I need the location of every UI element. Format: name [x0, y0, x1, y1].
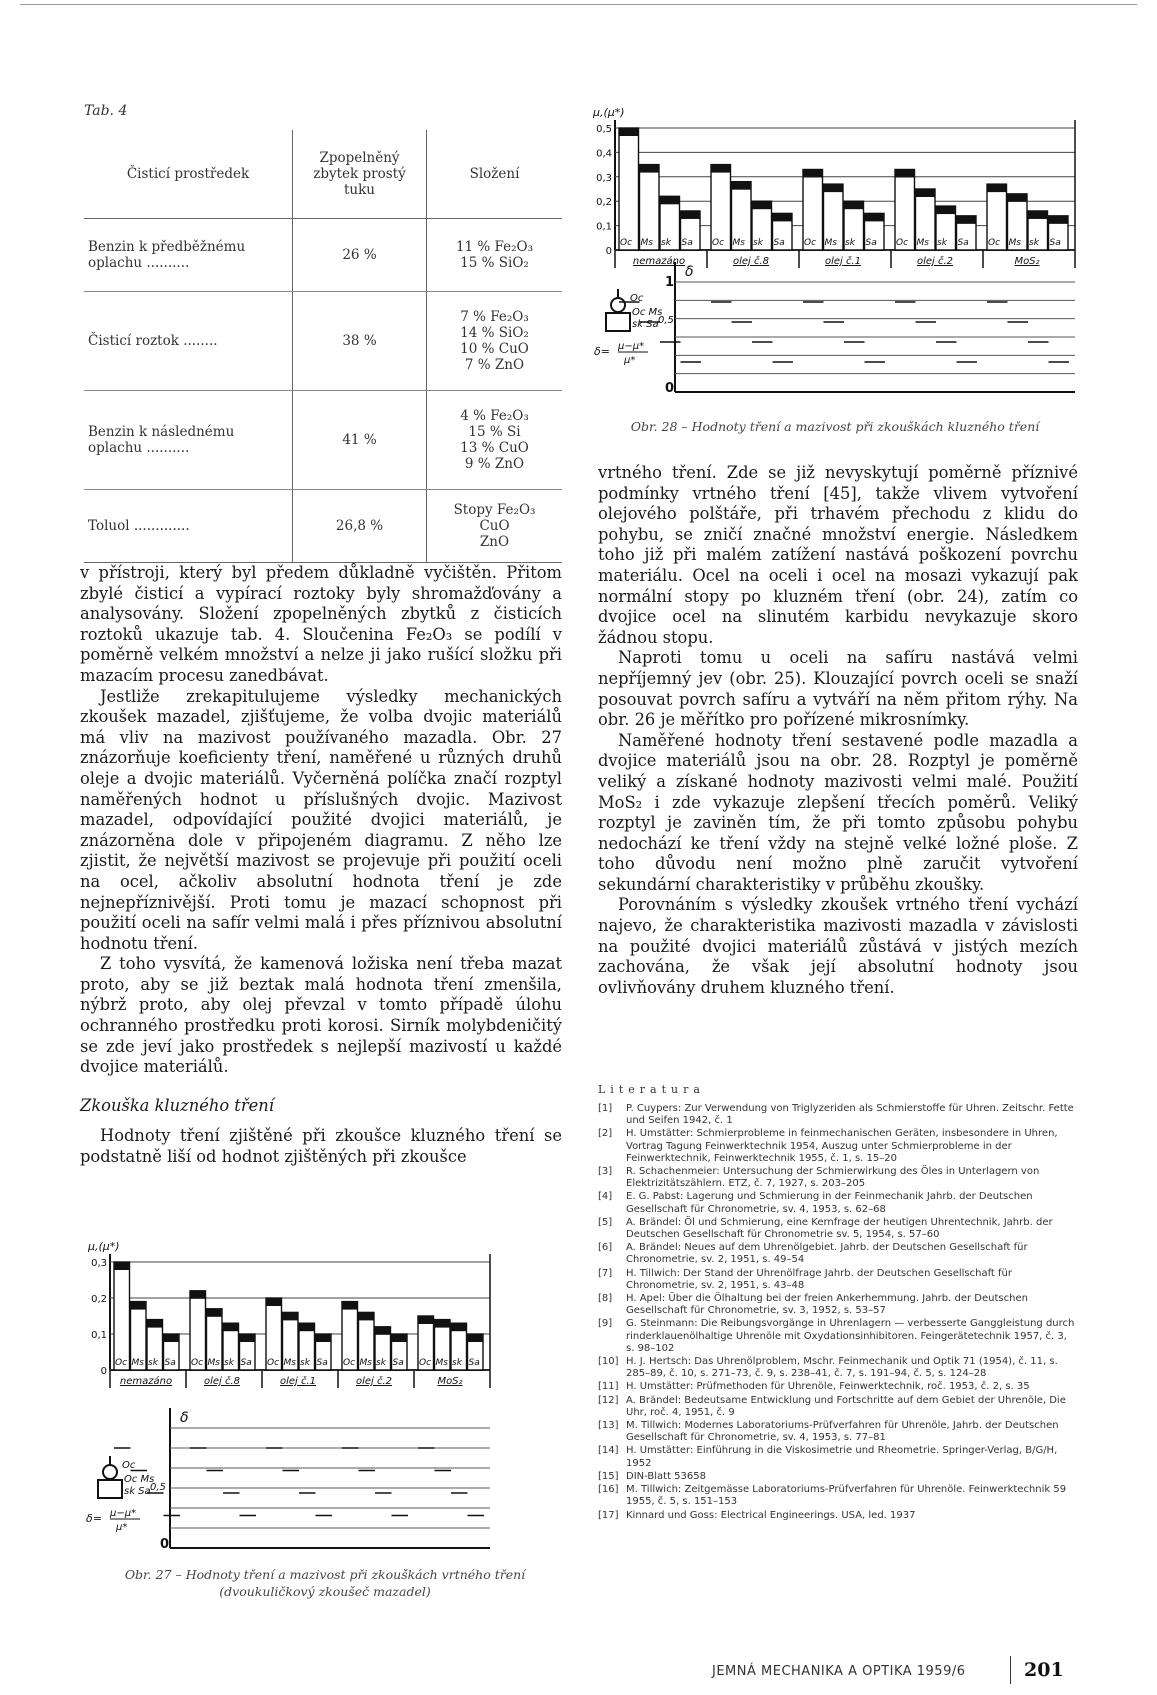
bar-scatter-band — [895, 169, 915, 177]
composition-line: 7 % Fe₂O₃ — [460, 309, 529, 325]
right-column — [598, 463, 1078, 998]
reference-item — [598, 1268, 1078, 1292]
bar-scatter-band — [773, 213, 793, 221]
legend-label: Oc — [630, 293, 644, 304]
reference-text: H. Apel: Über die Ölhaltung bei der freien Ankerhemmung. Jahrb. der Deutschen Gesellschaft für Chronometrie, sv. 3, 1952, s. 53–57 — [626, 1293, 1028, 1317]
section-title: Zkouška kluzného tření — [80, 1095, 274, 1115]
paragraph: v přístroji, který byl předem důkladně vyčištěn. Přitom zbylé čisticí a vypírací roztoky byly shromažďovány a analysovány. Složení zpopelněných zbytků z čisticích roztoků ukazuje tab. 4. Sloučenina Fe₂O₃ se podílí v poměrně velkém množství a nelze ji jako rušící složku při mazacím procesu zanedbávat. — [80, 563, 562, 685]
y-tick-label: 0 — [100, 1366, 107, 1377]
bar-scatter-band — [283, 1312, 299, 1320]
table-cell-composition — [427, 292, 563, 391]
reference-item — [598, 1381, 1078, 1393]
bar-scatter-band — [844, 201, 864, 209]
table-cell-agent: Čisticí roztok ........ — [84, 292, 293, 391]
group-label: olej č.1 — [279, 1376, 317, 1387]
reference-item — [598, 1420, 1078, 1444]
reference-item — [598, 1103, 1078, 1127]
group-label: olej č.2 — [916, 256, 954, 267]
bar-scatter-band — [147, 1320, 163, 1328]
reference-text: A. Brändel: Bedeutsame Entwicklung und Fortschritte auf dem Gebiet der Uhrenöle, Die Uhr, roč. 4, 1951, č. 9 — [626, 1394, 1066, 1418]
group-label: olej č.8 — [203, 1376, 241, 1387]
figure-28-chart — [590, 100, 1090, 405]
group-label: olej č.2 — [355, 1376, 393, 1387]
group-label: MoS₂ — [1014, 256, 1040, 267]
table-cell-agent: Toluol ............. — [84, 490, 293, 563]
pair-label: Oc — [712, 238, 725, 248]
reference-text: Kinnard und Goss: Electrical Engineerings. USA, led. 1937 — [626, 1509, 916, 1521]
pair-label: Oc — [419, 1358, 432, 1368]
pair-label: Sa — [681, 238, 693, 248]
formula-denominator: μ* — [116, 1522, 128, 1533]
left-column — [80, 563, 562, 1168]
ball-icon — [103, 1465, 117, 1479]
table-cell-composition — [427, 391, 563, 490]
pair-label: sk — [148, 1358, 158, 1368]
reference-text: H. Tillwich: Der Stand der Uhrenölfrage Jahrb. der Deutschen Gesellschaft für Chronometrie, sv. 2, 1951, s. 43–48 — [626, 1267, 1013, 1291]
figure-27-caption — [80, 1566, 570, 1600]
reference-item — [598, 1293, 1078, 1317]
table-header: Zpopelněný zbytek prostý tuku — [293, 130, 427, 219]
reference-number: [16] — [598, 1484, 619, 1496]
holder-icon — [606, 313, 630, 331]
pair-label: Sa — [164, 1358, 176, 1368]
bar-scatter-band — [1049, 216, 1069, 224]
reference-number: [12] — [598, 1394, 619, 1406]
composition-line: 15 % SiO₂ — [460, 255, 529, 271]
lower-axis-label: δ — [180, 1410, 189, 1426]
composition-line: CuO — [479, 518, 510, 534]
table-cell-residue: 26,8 % — [293, 490, 427, 563]
bar-scatter-band — [987, 184, 1007, 192]
bar-scatter-band — [418, 1316, 434, 1324]
pair-label: sk — [661, 238, 671, 248]
reference-item — [598, 1356, 1078, 1380]
footer-divider — [1010, 1656, 1011, 1684]
bar-scatter-band — [803, 169, 823, 177]
lower-axis-label: δ — [685, 264, 694, 280]
table-cell-agent: Benzin k následnému oplachu .......... — [84, 391, 293, 490]
top-rule — [20, 4, 1137, 5]
paragraph: vrtného tření. Zde se již nevyskytují poměrně příznivé podmínky vrtného tření [45], takže vlivem vytvoření olejového polštáře, při trhavém přechodu z klidu do pohybu, se zničí značné množství energie. Následkem toho již při malém zatížení nastává poškození povrchu materiálu. Ocel na oceli i ocel na mosazi vykazují pak normální stopy po kluzném tření (obr. 24), zatím co dvojice ocel na slinutém karbidu nevykazuje skoro žádnou stopu. — [598, 463, 1078, 647]
group-label: olej č.8 — [732, 256, 770, 267]
bar — [619, 128, 639, 250]
ball-icon — [611, 298, 625, 312]
pair-label: Ms — [131, 1358, 144, 1368]
reference-text: H. J. Hertsch: Das Uhrenölproblem, Mschr. Feinmechanik und Optik 71 (1954), č. 11, s. 285–89, č. 10, s. 271–73, č. 9, s. 238–41, č. 7, s. 191–94, č. 5, s. 124–28 — [626, 1356, 1058, 1380]
table-header: Složení — [427, 130, 563, 219]
bar-scatter-band — [131, 1302, 147, 1310]
formula-numerator: μ−μ* — [618, 341, 645, 352]
reference-number: [14] — [598, 1445, 619, 1457]
y-tick-label: 0,4 — [596, 148, 612, 160]
legend-label: sk Sa — [632, 319, 659, 330]
pair-label: Ms — [732, 238, 745, 248]
bar-scatter-band — [451, 1323, 467, 1331]
reference-text: M. Tillwich: Modernes Laboratoriums-Prüfverfahren für Uhrenöle, Jahrb. der Deutschen Gesellschaft für Chronometrie, sv. 4, 1953, s. 77–81 — [626, 1420, 1059, 1444]
bar-scatter-band — [640, 165, 660, 173]
lower-zero: 0 — [160, 1537, 170, 1552]
composition-line: Stopy Fe₂O₃ — [453, 502, 536, 518]
bar-scatter-band — [240, 1334, 256, 1342]
reference-item — [598, 1445, 1078, 1469]
composition-line: 4 % Fe₂O₃ — [460, 408, 529, 424]
pair-label: Oc — [804, 238, 817, 248]
composition-line: 15 % Si — [468, 424, 521, 440]
reference-list — [598, 1103, 1078, 1523]
pair-label: Sa — [468, 1358, 480, 1368]
pair-label: Sa — [392, 1358, 404, 1368]
paragraph: Naproti tomu u oceli na safíru nastává velmi nepříjemný jev (obr. 25). Klouzající povrch oceli se snaží posouvat povrch safíru a vytváří na něm přitom rýhy. Na obr. 26 je měřítko pro pořízené mikrosnímky. — [598, 648, 1078, 730]
bar-scatter-band — [732, 182, 752, 190]
pair-label: Oc — [620, 238, 633, 248]
pair-label: Oc — [267, 1358, 280, 1368]
reference-item — [598, 1395, 1078, 1419]
pair-label: Sa — [773, 238, 785, 248]
reference-text: A. Brändel: Neues auf dem Uhrenölgebiet. Jahrb. der Deutschen Gesellschaft für Chronometrie, sv. 2, 1951, s. 49–54 — [626, 1242, 1028, 1266]
legend-label: Oc Ms — [632, 307, 663, 318]
group-label: nemazáno — [119, 1376, 173, 1387]
reference-item — [598, 1242, 1078, 1266]
composition-line: 13 % CuO — [460, 440, 529, 456]
paragraph: Jestliže zrekapitulujeme výsledky mechanických zkoušek mazadel, zjišťujeme, že volba dvojic materiálů má vliv na mazivost používaného mazadla. Obr. 27 znázorňuje koeficienty tření, naměřené u různých druhů oleje a dvojic materiálů. Vyčerněná políčka značí rozptyl naměřených hodnot u příslušných dvojic. Mazivost mazadel, odpovídající použité dvojici materiálů, je znázorněna dole v připojeném diagramu. Z něho lze zjistit, že největší mazivost se projevuje při použití oceli na ocel, ačkoliv absolutní hodnota tření je zde nejnepříznivější. Proti tomu je mazací schopnost při použití oceli na safír velmi malá i přes příznivou absolutní hodnotu tření. — [80, 686, 562, 953]
bar-scatter-band — [865, 213, 885, 221]
paragraph: Naměřené hodnoty tření sestavené podle mazadla a dvojice materiálů jsou na obr. 28. Rozptyl je poměrně veliký a získané hodnoty mazivosti velmi malé. Použití MoS₂ i zde vykazuje zlepšení třecích poměrů. Veliký rozptyl je zaviněn tím, že při tomto způsobu pohybu nedochází ke tření vždy na stejně velké ložné ploše. Z toho důvodu není možno plně zaručit vytvoření sekundární charakteristiky v průběhu zkoušky. — [598, 730, 1078, 894]
pair-label: sk — [1029, 238, 1039, 248]
table-cell-residue: 26 % — [293, 219, 427, 292]
pair-label: sk — [224, 1358, 234, 1368]
table-label: Tab. 4 — [84, 103, 128, 119]
reference-text: G. Steinmann: Die Reibungsvorgänge in Uhrenlagern — verbesserte Ganggleistung durch rinderklauenölhaltige Uhrenöle mit Oxydationsinhibitoren. Feingerätetechnik 1957, č. 3, s. 98–102 — [626, 1318, 1075, 1354]
journal-footer: JEMNÁ MECHANIKA A OPTIKA 1959/6 — [712, 1664, 966, 1679]
bar-scatter-band — [1028, 211, 1048, 219]
y-axis-label: μ,(μ*) — [88, 1240, 120, 1253]
formula-label: δ= — [86, 1512, 102, 1525]
table-cell-composition — [427, 490, 563, 563]
reference-text: H. Umstätter: Prüfmethoden für Uhrenöle, Feinwerktechnik, roč. 1953, č. 2, s. 35 — [626, 1381, 1030, 1393]
composition-line: 10 % CuO — [460, 341, 529, 357]
bar-scatter-band — [207, 1309, 223, 1317]
reference-text: P. Cuypers: Zur Verwendung von Triglyzeriden als Schmierstoffe für Uhren. Zeitschr. Fette und Seifen 1942, č. 1 — [626, 1103, 1074, 1127]
paragraph: Z toho vysvítá, že kamenová ložiska není třeba mazat proto, aby se již beztak malá hodnota tření zmenšila, nýbrž proto, aby olej převzal v tomto případě úlohu ochranného prostředku proti korosi. Sirník molybdeničitý se zde jeví jako prostředek s nejlepší mazivostí u každé dvojice materiálů. — [80, 954, 562, 1077]
reference-number: [2] — [598, 1128, 613, 1140]
composition-line: 7 % ZnO — [464, 357, 525, 373]
bar-scatter-band — [957, 216, 977, 224]
paragraph: Hodnoty tření zjištěné při zkoušce kluzného tření se podstatně liší od hodnot zjištěných při zkoušce — [80, 1126, 562, 1167]
reference-item — [598, 1318, 1078, 1355]
pair-label: Ms — [916, 238, 929, 248]
table-cell-composition — [427, 219, 563, 292]
pair-label: sk — [300, 1358, 310, 1368]
pair-label: Sa — [957, 238, 969, 248]
reference-number: [8] — [598, 1293, 613, 1305]
bar-scatter-band — [660, 196, 680, 204]
reference-text: A. Brändel: Öl und Schmierung, eine Kernfrage der heutigen Uhrentechnik, Jahrb. der Deutschen Gesellschaft für Chronometrie sv. 5, 1954, s. 57–60 — [626, 1216, 1053, 1241]
table-cell-agent: Benzin k předběžnému oplachu .......... — [84, 219, 293, 292]
pair-label: Sa — [240, 1358, 252, 1368]
bar-scatter-band — [916, 189, 936, 197]
reference-number: [7] — [598, 1267, 613, 1279]
bar-scatter-band — [435, 1320, 451, 1328]
y-tick-label: 0,1 — [91, 1330, 107, 1341]
reference-number: [3] — [598, 1166, 613, 1178]
bar-scatter-band — [375, 1327, 391, 1335]
table-cell-residue: 38 % — [293, 292, 427, 391]
pair-label: Ms — [283, 1358, 296, 1368]
reference-number: [15] — [598, 1470, 619, 1482]
reference-text: H. Umstätter: Einführung in die Viskosimetrie und Rheometrie. Springer-Verlag, B/G/H, 1952 — [626, 1445, 1058, 1469]
reference-text: R. Schachenmeier: Untersuchung der Schmierwirkung des Öles in Unterlagern von Elektrizitätszählern. ETZ, č. 7, 1927, s. 203–205 — [626, 1166, 1040, 1190]
pair-label: sk — [452, 1358, 462, 1368]
reference-number: [4] — [598, 1191, 613, 1203]
pair-label: sk — [753, 238, 763, 248]
reference-item — [598, 1217, 1078, 1241]
reference-number: [11] — [598, 1381, 619, 1393]
y-tick-label: 0 — [605, 246, 612, 257]
group-label: nemazáno — [632, 256, 686, 267]
y-tick-label: 0,3 — [91, 1258, 107, 1269]
group-label: MoS₂ — [437, 1376, 463, 1387]
holder-icon — [98, 1480, 122, 1498]
bar-scatter-band — [752, 201, 772, 209]
reference-number: [1] — [598, 1103, 613, 1114]
formula-denominator: μ* — [624, 355, 636, 366]
caption-line: Obr. 27 – Hodnoty tření a mazivost při zkouškách vrtného tření — [124, 1567, 526, 1582]
legend-value: 0,5 — [150, 1482, 166, 1493]
pair-label: Sa — [316, 1358, 328, 1368]
reference-number: [5] — [598, 1216, 613, 1228]
reference-item — [598, 1191, 1078, 1215]
bar-scatter-band — [342, 1302, 358, 1310]
composition-line: 14 % SiO₂ — [460, 325, 529, 341]
reference-number: [6] — [598, 1242, 613, 1254]
lower-one: 1 — [665, 275, 675, 290]
figure-28-caption: Obr. 28 – Hodnoty tření a mazivost při zkouškách kluzného tření — [630, 419, 1040, 434]
bar-scatter-band — [711, 165, 731, 173]
legend-value: 0,5 — [658, 315, 674, 326]
table-row — [84, 292, 562, 391]
bar-scatter-band — [266, 1298, 282, 1306]
group-label: olej č.1 — [824, 256, 862, 267]
table-cell-residue: 41 % — [293, 391, 427, 490]
legend-label: Oc Ms — [124, 1474, 155, 1485]
bar-scatter-band — [359, 1312, 375, 1320]
paragraph: Porovnáním s výsledky zkoušek vrtného tření vychází najevo, že charakteristika mazivosti mazadla v závislosti na použité dvojici materiálů zůstává v jistých mezích zachována, že však její absolutní hodnoty jsou ovlivňovány druhem kluzného tření. — [598, 895, 1078, 997]
reference-item — [598, 1471, 1078, 1483]
table-row — [84, 391, 562, 490]
page-number: 201 — [1024, 1659, 1064, 1681]
pair-label: Ms — [1008, 238, 1021, 248]
bar-scatter-band — [223, 1323, 239, 1331]
bar — [114, 1262, 130, 1370]
reference-item — [598, 1166, 1078, 1190]
pair-label: Oc — [115, 1358, 128, 1368]
composition-line: ZnO — [479, 534, 510, 550]
pair-label: Oc — [191, 1358, 204, 1368]
table-header: Čisticí prostředek — [84, 130, 293, 219]
table-row — [84, 490, 562, 563]
bar-scatter-band — [468, 1334, 484, 1342]
table-row — [84, 219, 562, 292]
bar-scatter-band — [681, 211, 701, 219]
pair-label: Ms — [824, 238, 837, 248]
caption-line: (dvoukuličkový zkoušeč mazadel) — [219, 1584, 431, 1599]
composition-line: 9 % ZnO — [464, 456, 525, 472]
reference-text: DIN-Blatt 53658 — [626, 1470, 706, 1482]
pair-label: Sa — [1049, 238, 1061, 248]
reference-text: E. G. Pabst: Lagerung und Schmierung in der Feinmechanik Jahrb. der Deutschen Gesellschaft für Chronometrie, sv. 4, 1953, s. 62–68 — [626, 1191, 1033, 1215]
reference-text: M. Tillwich: Zeitgemässe Laboratoriums-Prüfverfahren für Uhrenöle. Feinwerktechnik 59 1955, č. 5, s. 151–153 — [626, 1484, 1067, 1508]
formula-numerator: μ−μ* — [110, 1508, 137, 1519]
pair-label: Ms — [207, 1358, 220, 1368]
pair-label: Oc — [343, 1358, 356, 1368]
reference-item — [598, 1510, 1078, 1522]
table-4 — [84, 130, 562, 563]
formula-label: δ= — [594, 345, 610, 358]
bar-scatter-band — [619, 128, 639, 136]
y-tick-label: 0,2 — [596, 197, 612, 209]
y-tick-label: 0,5 — [596, 124, 612, 135]
literature-heading: Literatura — [598, 1083, 705, 1096]
legend-label: sk Sa — [124, 1486, 151, 1497]
bar-scatter-band — [316, 1334, 332, 1342]
y-tick-label: 0,3 — [596, 172, 612, 184]
pair-label: Ms — [435, 1358, 448, 1368]
bar-scatter-band — [824, 184, 844, 192]
composition-line: 11 % Fe₂O₃ — [455, 239, 534, 255]
bar-scatter-band — [190, 1291, 206, 1299]
pair-label: Ms — [359, 1358, 372, 1368]
reference-number: [13] — [598, 1420, 619, 1432]
pair-label: sk — [937, 238, 947, 248]
reference-item — [598, 1484, 1078, 1508]
bar-scatter-band — [936, 206, 956, 214]
reference-text: H. Umstätter: Schmierprobleme in feinmechanischen Geräten, insbesondere in Uhren, Vortrag Tagung Feinwerktechnik 1954, Auszug unter Schmierprobleme in der Feinwerktechnik, Feinwerktechnik 1955, č. 1, s. 15–20 — [626, 1128, 1058, 1164]
bar-scatter-band — [1008, 194, 1028, 202]
reference-number: [9] — [598, 1318, 613, 1330]
figure-27-chart — [80, 1240, 570, 1562]
bar-scatter-band — [299, 1323, 315, 1331]
reference-number: [17] — [598, 1509, 619, 1521]
bar-scatter-band — [164, 1334, 180, 1342]
pair-label: Sa — [865, 238, 877, 248]
pair-label: sk — [376, 1358, 386, 1368]
lower-zero: 0 — [665, 381, 675, 396]
pair-label: sk — [845, 238, 855, 248]
y-tick-label: 0,2 — [91, 1294, 107, 1305]
reference-number: [10] — [598, 1356, 619, 1368]
y-axis-label: μ,(μ*) — [593, 106, 625, 119]
pair-label: Oc — [988, 238, 1001, 248]
pair-label: Oc — [896, 238, 909, 248]
y-tick-label: 0,1 — [596, 221, 612, 233]
pair-label: Ms — [640, 238, 653, 248]
reference-item — [598, 1128, 1078, 1165]
bar-scatter-band — [392, 1334, 408, 1342]
legend-label: Oc — [122, 1460, 136, 1471]
bar-scatter-band — [114, 1262, 130, 1270]
